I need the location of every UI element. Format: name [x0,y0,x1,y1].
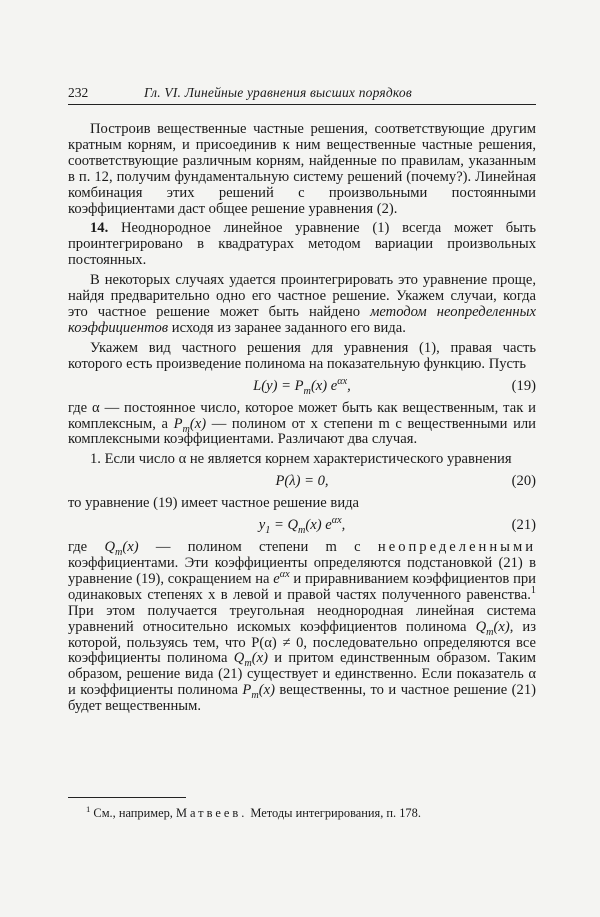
equation-19-formula: $L(y) = P_m(x)$ $e^{\alpha x}$, [253,375,351,397]
equation-19-number: (19) [511,377,536,394]
body-text [68,122,536,715]
equation-21-number: (21) [511,517,536,534]
equation-21-formula: $y_1 = Q_m(x)$ $e^{\alpha x}$, [258,515,346,537]
paragraph-1: Построив вещественные частные решения, соответствующие другим кратным корням, и присоединив к ним вещественные частные решения, соответствующие различным корням, найденные по правилам, указанным в п. 12, получим фундаментальную систему решений (почему?). Линейная комбинация этих решений с произвольными постоянными коэффициентами даст общее решение уравнения (2). [68,121,536,217]
footnote-mark: 1 [86,803,91,814]
paragraph-8-text-f: , из которой, пользуясь тем, что P(α) ≠ 0, последовательно определяются все коэффициенты полинома [68,618,537,667]
footnote-author: Матвеев. [175,806,248,820]
footnote-text-a: См., например, [90,806,176,820]
footnote [68,803,536,821]
paragraph-5: где α — постоянное число, которое может быть как вещественным, так и комплексным, а $P_m(x)$ — полином от x степени m с вещественными или комплексными коэффициентами. Различают два случая. [68,399,536,448]
paragraph-3-text-a: В некоторых случаях удается проинтегрировать это уравнение проще, найдя предварительно одно его частное решение. Укажем случаи, когда это частное решение может быть найдено [68,272,536,320]
equation-20-number: (20) [511,473,536,490]
paragraph-8-text-g: и притом единственным образом. Таким образом, решение вида (21) существует и единственно. Если показатель α и коэффициенты полинома [68,650,536,699]
method-term: методом неопределенных коэффициентов [68,303,536,336]
paragraph-5-text-a: где α — постоянное число, которое может быть как вещественным, так и комплексным, а [68,399,536,432]
page-header [68,82,536,105]
paragraph-3 [68,273,536,337]
paragraph-3-text-b: исходя из заранее заданного его вида. [168,319,406,336]
page-number: 232 [68,85,89,100]
paragraph-8-text-a: где [68,539,105,556]
footnote-divider [68,797,186,798]
section-number: 14. [90,220,109,237]
paragraph-6: 1. Если число α не является корнем характеристического уравнения [90,451,512,468]
paragraph-4: Укажем вид частного решения для уравнения (1), правая часть которого есть произведение полинома на показательную функцию. Пусть [68,339,536,372]
equation-21 [68,515,536,539]
equation-19 [68,376,536,400]
spaced-word: неопределенными [377,539,537,556]
footnote-ref: 1 [530,584,536,596]
paragraph-8-text-e: При этом получается треугольная неоднородная линейная система уравнений относительно искомых коэффициентов полинома [68,602,536,635]
paragraph-2-text: Неоднородное линейное уравнение (1) всегда может быть проинтегрировано в квадратурах методом вариации произвольных постоянных. [68,220,536,269]
paragraph-8-text-d: и приравниванием коэффициентов при одинаковых степенях x в левой и правой частях полученного равенства. [68,570,536,603]
footnote-text-b: Методы интегрирования, п. 178. [247,806,421,820]
running-head: Гл. VI. Линейные уравнения высших порядков [144,85,412,100]
paragraph-7: то уравнение (19) имеет частное решение вида [68,495,360,512]
equation-20 [68,471,536,495]
paragraph-8-text-b: — полином степени m с [138,539,378,556]
equation-20-formula: P(λ) = 0, [275,473,329,490]
paragraph-8-text-c: коэффициентами. Эти коэффициенты определяются подстановкой (21) в уравнение (19), сокращением на [68,555,536,587]
paragraph-8-text-h: вещественны, то и частное решение (21) будет вещественным. [68,682,536,715]
paragraph-section-14 [68,221,536,269]
paragraph-8: где $Q_m(x)$ — полином степени m с неопределенными коэффициентами. Эти коэффициенты определяются подстановкой (21) в уравнение (19), сокращением на $e^{\alpha x}$ и приравниванием коэффициентов при одинаковых степенях x в левой и правой частях полученного равенства.$^1$ При этом получается треугольная неоднородная линейная система уравнений относительно искомых коэффициентов полинома $Q_m(x)$, из которой, пользуясь тем, что P(α) ≠ 0, последовательно определяются все коэффициенты полинома $Q_m(x)$ и притом единственным образом. Таким образом, решение вида (21) существует и единственно. Если показатель α и коэффициенты полинома $P_m(x)$ вещественны, то и частное решение (21) будет вещественным. [68,539,537,715]
paragraph-5-text-b: — полином от x степени m с вещественными или комплексными коэффициентами. Различают два случая. [68,415,536,448]
